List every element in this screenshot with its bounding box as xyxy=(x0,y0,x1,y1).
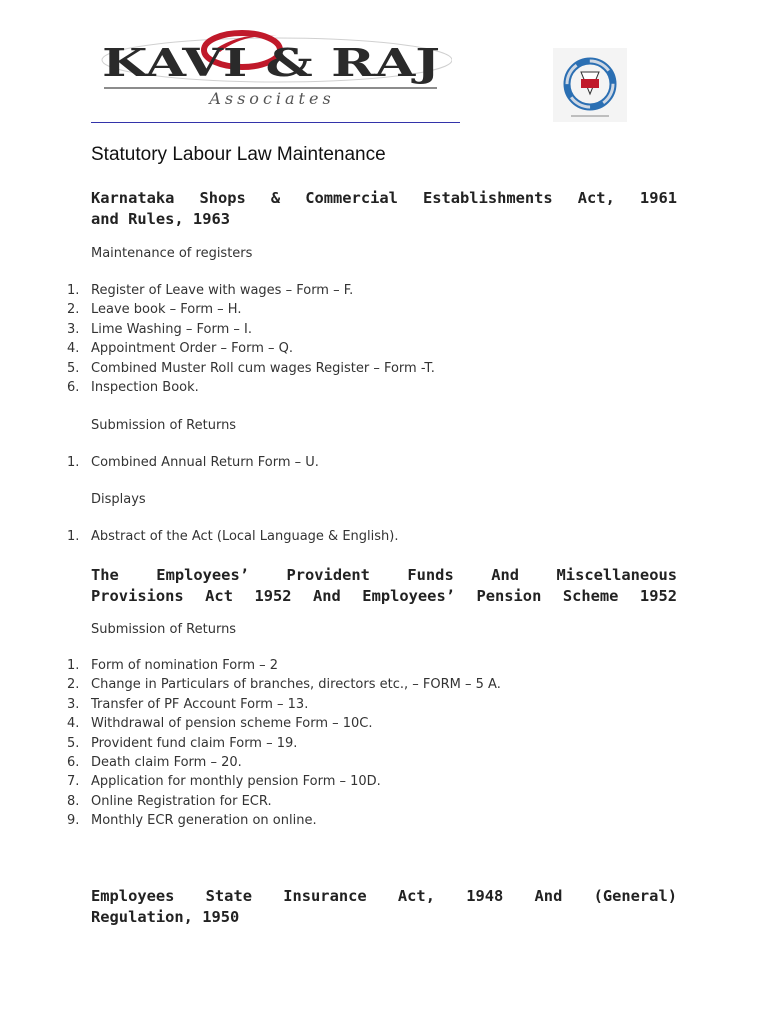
list-text: Combined Annual Return Form – U. xyxy=(91,455,319,470)
list-text: Transfer of PF Account Form – 13. xyxy=(91,696,309,712)
list-number: 8. xyxy=(67,793,80,809)
list-text: Death claim Form – 20. xyxy=(91,754,242,770)
section-heading-shops-act-line1: Karnataka Shops & Commercial Establishments Act, 1961 xyxy=(91,189,677,207)
list-number: 7. xyxy=(67,774,80,790)
list-text: Provident fund claim Form – 19. xyxy=(91,735,298,751)
list-number: 1. xyxy=(67,529,80,544)
list-number: 1. xyxy=(67,283,80,298)
page-title: Statutory Labour Law Maintenance xyxy=(91,144,386,165)
list-number: 6. xyxy=(67,379,80,395)
subheading-displays: Displays xyxy=(91,492,146,507)
section-heading-epf-act-line1: The Employees’ Provident Funds And Miscellaneous xyxy=(91,566,677,584)
list-number: 2. xyxy=(67,302,80,318)
list-number: 5. xyxy=(67,735,80,751)
list-number: 2. xyxy=(67,677,80,693)
list-number: 1. xyxy=(67,658,80,673)
logo-sub-text: Associates xyxy=(209,89,335,108)
list-text: Change in Particulars of branches, directors etc., – FORM – 5 A. xyxy=(91,677,501,693)
list-number: 5. xyxy=(67,360,80,376)
logo-main-text: KAVI & RAJ xyxy=(102,40,440,85)
list-number: 1. xyxy=(67,455,80,470)
header-divider xyxy=(91,122,460,123)
list-text: Abstract of the Act (Local Language & English). xyxy=(91,529,399,544)
list-text: Combined Muster Roll cum wages Register – Form -T. xyxy=(91,360,435,376)
list-text: Online Registration for ECR. xyxy=(91,793,272,809)
list-number: 3. xyxy=(67,321,80,337)
section-heading-esi-act-line2: Regulation, 1950 xyxy=(91,908,240,926)
list-number: 6. xyxy=(67,754,80,770)
list-number: 4. xyxy=(67,716,80,732)
list-number: 3. xyxy=(67,696,80,712)
list-text: Monthly ECR generation on online. xyxy=(91,813,317,829)
list-number: 4. xyxy=(67,341,80,357)
list-text: Register of Leave with wages – Form – F. xyxy=(91,283,354,298)
list-number: 9. xyxy=(67,813,80,829)
list-text: Lime Washing – Form – I. xyxy=(91,321,252,337)
list-text: Inspection Book. xyxy=(91,379,199,395)
section-heading-epf-act-line2: Provisions Act 1952 And Employees’ Pension Scheme 1952 xyxy=(91,587,677,605)
list-text: Application for monthly pension Form – 10D. xyxy=(91,774,381,790)
list-text: Withdrawal of pension scheme Form – 10C. xyxy=(91,716,373,732)
list-text: Appointment Order – Form – Q. xyxy=(91,341,294,357)
kavi-raj-logo xyxy=(92,30,452,110)
section-heading-shops-act-line2: and Rules, 1963 xyxy=(91,210,230,228)
subheading-maintenance-of-registers: Maintenance of registers xyxy=(91,246,253,261)
subheading-submission-of-returns: Submission of Returns xyxy=(91,418,237,433)
company-emblem-icon xyxy=(553,48,627,122)
list-text: Form of nomination Form – 2 xyxy=(91,658,279,673)
section-heading-esi-act-line1: Employees State Insurance Act, 1948 And (General) xyxy=(91,887,677,905)
list-text: Leave book – Form – H. xyxy=(91,302,242,318)
subheading-submission-of-returns: Submission of Returns xyxy=(91,622,237,637)
